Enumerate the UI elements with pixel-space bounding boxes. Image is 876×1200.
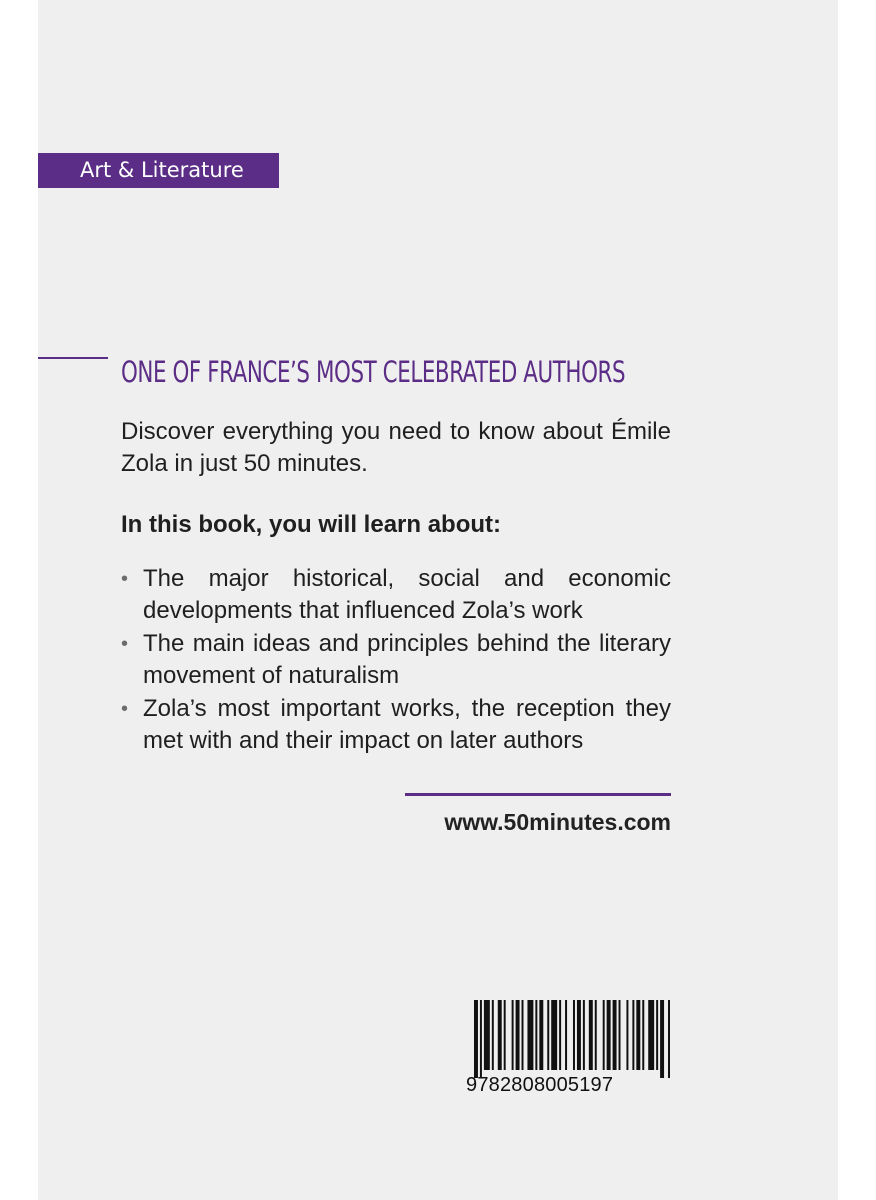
barcode-bar (595, 1000, 597, 1070)
barcode-bar (527, 1000, 533, 1070)
url-rule (405, 793, 671, 796)
learn-item (121, 693, 671, 757)
barcode-bar (492, 1000, 494, 1070)
barcode-bar (474, 1000, 478, 1078)
learn-item-text: The main ideas and principles behind the literary movement of naturalism (143, 630, 671, 689)
learn-item (121, 563, 671, 627)
website-url[interactable]: www.50minutes.com (444, 809, 671, 835)
barcode-bar (613, 1000, 617, 1070)
barcode-bar (648, 1000, 654, 1070)
barcode-bar (636, 1000, 640, 1070)
barcode-bar (603, 1000, 605, 1070)
barcode-bar (539, 1000, 543, 1070)
isbn-number: 9782808005197 (466, 1074, 614, 1096)
barcode-bar (498, 1000, 502, 1070)
barcode-bar (619, 1000, 621, 1070)
barcode-bar (632, 1000, 634, 1070)
category-label: Art & Literature (80, 158, 244, 182)
barcode-bar (551, 1000, 557, 1070)
learn-heading: In this book, you will learn about: (121, 511, 502, 538)
intro-text: Discover everything you need to know about Émile Zola in just 50 minutes. (121, 418, 671, 477)
barcode-bar (573, 1000, 575, 1070)
headline: ONE OF FRANCE’S MOST CELEBRATED AUTHORS (121, 355, 626, 389)
barcode-bar (547, 1000, 549, 1070)
barcode-bar (559, 1000, 561, 1070)
barcode-bar (668, 1000, 670, 1078)
barcode-bar (626, 1000, 628, 1070)
barcode-bar (583, 1000, 585, 1070)
barcode-bar (607, 1000, 611, 1070)
isbn-barcode (466, 1000, 672, 1096)
barcode-bar (589, 1000, 593, 1070)
barcode-bars (474, 1000, 670, 1078)
barcode-bar (504, 1000, 506, 1070)
barcode-bar (660, 1000, 664, 1078)
barcode-bar (535, 1000, 537, 1070)
category-tag (38, 153, 279, 188)
barcode-bar (522, 1000, 524, 1070)
bullet-icon: • (121, 633, 129, 655)
learn-item-text: The major historical, social and economic developments that influenced Zola’s work (143, 565, 671, 624)
learn-item (121, 628, 671, 692)
barcode-bar (512, 1000, 514, 1070)
barcode-bar (484, 1000, 490, 1070)
learn-list (121, 563, 671, 758)
barcode-bar (577, 1000, 581, 1070)
barcode-bar (516, 1000, 520, 1070)
bullet-icon: • (121, 698, 129, 720)
learn-item-text: Zola’s most important works, the reception they met with and their impact on later authors (143, 695, 671, 754)
barcode-bar (480, 1000, 482, 1078)
barcode-bar (565, 1000, 567, 1070)
barcode-bar (656, 1000, 658, 1070)
heading-rule (38, 357, 108, 359)
bullet-icon: • (121, 568, 129, 590)
barcode-bar (642, 1000, 644, 1070)
